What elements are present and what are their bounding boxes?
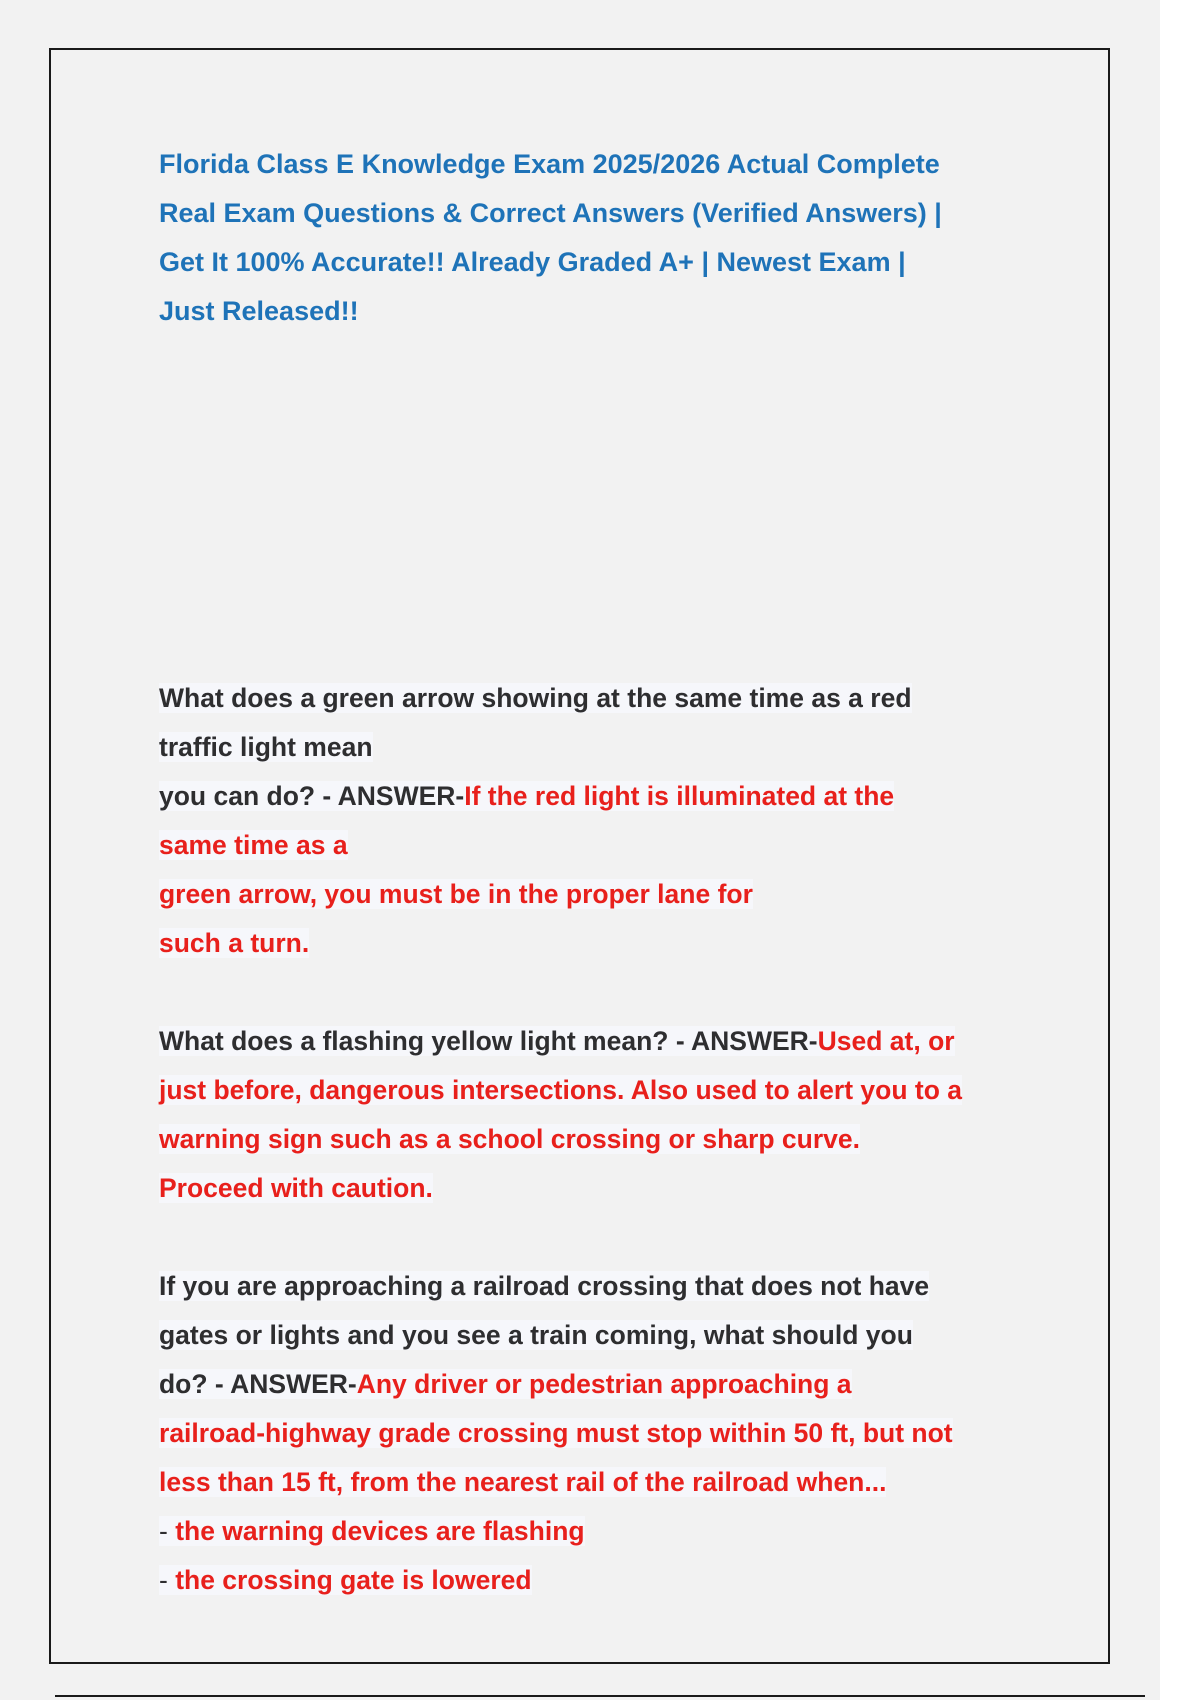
title-line-4: Just Released!! xyxy=(159,296,359,326)
answer-line: less than 15 ft, from the nearest rail of the railroad when... xyxy=(159,1467,887,1497)
answer-text: Any driver or pedestrian approaching a xyxy=(356,1369,852,1399)
qa-item-3 xyxy=(159,1262,1039,1605)
answer-line: railroad-highway grade crossing must stop within 50 ft, but not xyxy=(159,1418,953,1448)
title-line-2: Real Exam Questions & Correct Answers (Verified Answers) | xyxy=(159,198,942,228)
question-line: If you are approaching a railroad crossing that does not have xyxy=(159,1271,930,1301)
answer-line: such a turn. xyxy=(159,928,310,958)
next-page-edge xyxy=(55,1695,1145,1697)
question-text: What does a flashing yellow light mean? - ANSWER- xyxy=(159,1026,818,1056)
question-line: traffic light mean xyxy=(159,732,373,762)
answer-text: If the red light is illuminated at the xyxy=(464,781,895,811)
question-answer-line xyxy=(159,1360,1039,1409)
question-answer-line xyxy=(159,1017,1039,1066)
answer-line: Proceed with caution. xyxy=(159,1173,433,1203)
question-text: do? - ANSWER- xyxy=(159,1369,357,1399)
title-line-3: Get It 100% Accurate!! Already Graded A+ | Newest Exam | xyxy=(159,247,906,277)
question-line: What does a green arrow showing at the same time as a red xyxy=(159,683,912,713)
scroll-gutter xyxy=(1160,0,1200,1700)
question-line: gates or lights and you see a train coming, what should you xyxy=(159,1320,913,1350)
answer-bullet: - the warning devices are flashing xyxy=(159,1516,585,1546)
answer-line: just before, dangerous intersections. Also used to alert you to a xyxy=(159,1075,962,1105)
document-page xyxy=(49,48,1110,1664)
answer-bullet: - the crossing gate is lowered xyxy=(159,1565,532,1595)
answer-text: Used at, or xyxy=(817,1026,955,1056)
answer-line: green arrow, you must be in the proper lane for xyxy=(159,879,753,909)
question-text: you can do? - ANSWER- xyxy=(159,781,465,811)
document-title xyxy=(159,140,979,336)
qa-item-1 xyxy=(159,674,1039,968)
answer-line: same time as a xyxy=(159,830,348,860)
qa-item-2 xyxy=(159,1017,1039,1213)
answer-line: warning sign such as a school crossing or sharp curve. xyxy=(159,1124,860,1154)
title-line-1: Florida Class E Knowledge Exam 2025/2026 Actual Complete xyxy=(159,149,940,179)
question-answer-line xyxy=(159,772,1039,821)
